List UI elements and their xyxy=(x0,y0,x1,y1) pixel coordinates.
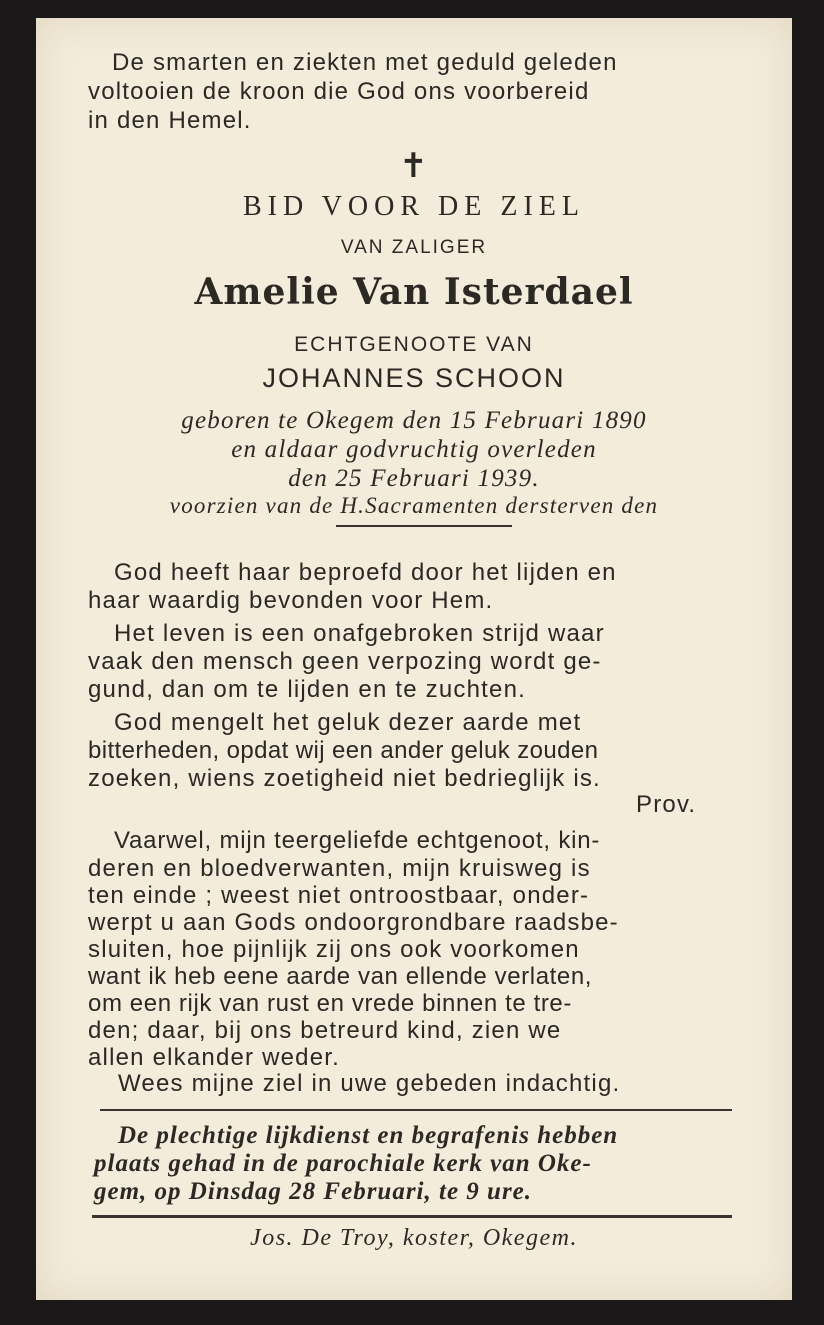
spouse-intro: ECHTGENOOTE VAN xyxy=(294,333,534,356)
farewell-line-7: om een rijk van rust en vrede binnen te tre- xyxy=(88,990,572,1017)
memorial-card xyxy=(36,18,792,1300)
reflection-3-line-3: zoeken, wiens zoetigheid niet bedrieglijk is. xyxy=(88,765,601,792)
bio-line-1: geboren te Okegem den 15 Februari 1890 xyxy=(181,407,647,434)
reflection-1-line-2: haar waardig bevonden voor Hem. xyxy=(88,587,494,614)
farewell-line-9: allen elkander weder. xyxy=(88,1044,341,1071)
farewell-line-2: deren en bloedverwanten, mijn kruisweg is xyxy=(88,855,591,882)
reflection-2-line-3: gund, dan om te lijden en te zuchten. xyxy=(88,676,527,703)
bio-line-4: voorzien van de H.Sacramenten dersterven den xyxy=(169,493,659,518)
bio-line-3: den 25 Februari 1939. xyxy=(288,465,540,492)
spouse-name: JOHANNES SCHOON xyxy=(262,363,566,393)
farewell-line-5: sluiten, hoe pijnlijk zij ons ook voorkomen xyxy=(88,936,580,963)
farewell-line-6: want ik heb eene aarde van ellende verlaten, xyxy=(88,963,593,990)
bio-divider xyxy=(336,525,512,527)
cross-icon: ✝ xyxy=(399,146,429,186)
reflection-1-line-1: God heeft haar beproefd door het lijden en xyxy=(114,559,617,586)
farewell-line-4: werpt u aan Gods ondoorgrondbare raadsbe- xyxy=(88,909,619,936)
farewell-line-3: ten einde ; weest niet ontroostbaar, onder- xyxy=(88,882,590,909)
notice-line-1: De plechtige lijkdienst en begrafenis hebben xyxy=(118,1122,619,1149)
van-zaliger: VAN ZALIGER xyxy=(340,237,488,258)
notice-bottom-divider xyxy=(92,1215,732,1218)
citation: Prov. xyxy=(636,791,697,818)
farewell-line-8: den; daar, bij ons betreurd kind, zien we xyxy=(88,1017,562,1044)
opening-verse-line-3: in den Hemel. xyxy=(88,107,252,134)
pray-line: BID VOOR DE ZIEL xyxy=(242,191,585,222)
reflection-2-line-2: vaak den mensch geen verpozing wordt ge- xyxy=(88,648,602,675)
opening-verse-line-2: voltooien de kroon die God ons voorbereid xyxy=(88,78,590,105)
reflection-2-line-1: Het leven is een onafgebroken strijd waar xyxy=(114,620,605,647)
printer-line: Jos. De Troy, koster, Okegem. xyxy=(250,1225,578,1251)
opening-verse-line-1: De smarten en ziekten met geduld geleden xyxy=(112,49,618,76)
deceased-name: Amelie Van Isterdael xyxy=(194,271,634,313)
reflection-3-line-1: God mengelt het geluk dezer aarde met xyxy=(114,709,582,736)
notice-line-2: plaats gehad in de parochiale kerk van Oke- xyxy=(94,1150,592,1177)
reflection-3-line-2: bitterheden, opdat wij een ander geluk zouden xyxy=(88,737,599,764)
farewell-line-10: Wees mijne ziel in uwe gebeden indachtig. xyxy=(118,1070,621,1097)
farewell-line-1: Vaarwel, mijn teergeliefde echtgenoot, kin- xyxy=(114,827,601,854)
notice-top-divider xyxy=(100,1109,732,1111)
notice-line-3: gem, op Dinsdag 28 Februari, te 9 ure. xyxy=(94,1178,533,1205)
bio-line-2: en aldaar godvruchtig overleden xyxy=(231,436,597,463)
